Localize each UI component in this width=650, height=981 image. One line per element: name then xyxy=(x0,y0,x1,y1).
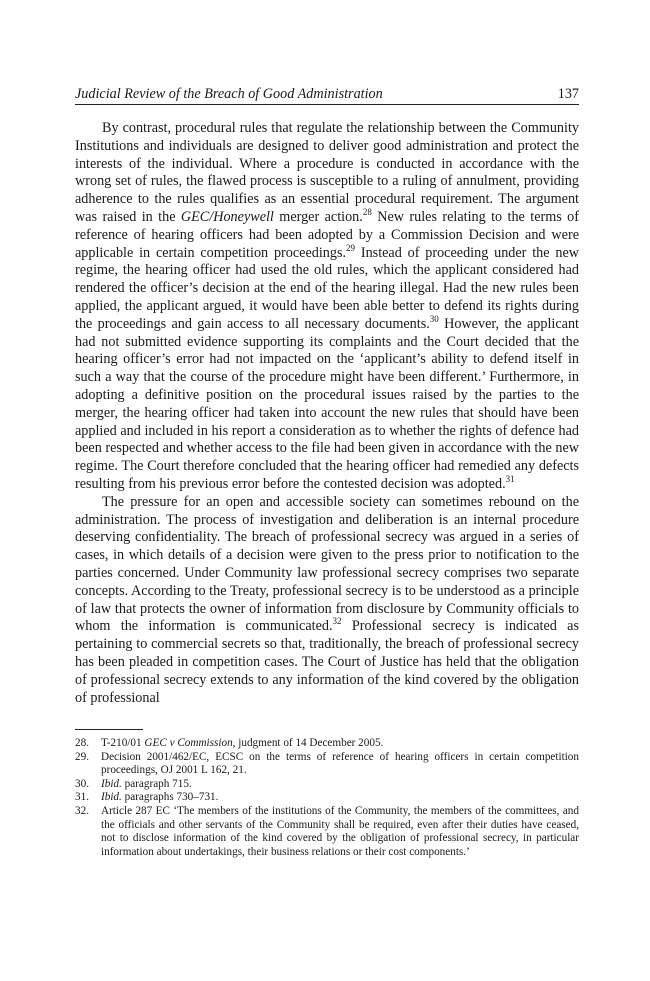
footnote-number: 29. xyxy=(75,750,89,763)
paragraph-professional-secrecy xyxy=(75,494,579,708)
footnote-text-run: Article 287 EC ‘The members of the institutions of the Community, the members of the committees, and the officials and other servants of the Community shall be required, even after their duties have ceased, not to disclose information of the kind covered by the obligation of professional secrecy, in particular information about undertakings, their business relations or their cost components.’ xyxy=(101,804,579,858)
footnote-number: 32. xyxy=(75,804,89,817)
running-title: Judicial Review of the Breach of Good Administration xyxy=(75,86,383,102)
footnote-number: 31. xyxy=(75,791,89,804)
running-header xyxy=(75,84,579,105)
footnote-ref-29[interactable]: 29 xyxy=(346,242,356,253)
footnote-ibid: Ibid. xyxy=(101,791,122,804)
paragraph-procedural-rules xyxy=(75,120,579,494)
footnote-text-run: T-210/01 xyxy=(101,737,145,749)
footnote-ref-32[interactable]: 32 xyxy=(332,616,342,627)
footnote-ref-31[interactable]: 31 xyxy=(505,473,515,484)
footnote-text xyxy=(101,791,579,805)
text-run: However, the applicant had not submitted evidence supporting its complaints and the Court decided that the hearing officer’s error had not impacted on the ‘applicant’s ability to defend itself in such a way that the course of the procedure might have been different.’ Furthermore, in adopting a definitive position on the procedural issues raised by the parties to the merger, the hearing officer had taken into account the new rules that should have been applied and included in his report a consideration as to whether the rights of defence had been respected and whether access to the file had been given in accordance with the new regime. The Court therefore concluded that the hearing officer had remedied any defects resulting from his previous error before the contested decision was adopted. xyxy=(75,315,579,492)
footnote-text xyxy=(101,805,579,859)
footnote-case-name: GEC v Commission xyxy=(144,737,233,749)
text-run: By contrast, procedural rules that regulate the relationship between the Community Institutions and individuals are designed to deliver good administration and protect the interests of the individual. Where a procedure is conducted in accordance with the wrong set of rules, the flawed process is susceptible to a ruling of annulment, providing adherence to the rules qualifies as an essential procedural requirement. The argument was raised in the xyxy=(75,120,579,225)
text-run: The pressure for an open and accessible society can sometimes rebound on the administration. The process of investigation and deliberation is an internal procedure deserving confidentiality. The breach of professional secrecy was argued in a series of cases, in which details of a decision were given to the press prior to notification to the parties concerned. Under Community law professional secrecy comprises two separate concepts. According to the Treaty, professional secrecy is to be understood as a principle of law that protects the owner of information from disclosure by Community officials to whom the information is communicated. xyxy=(75,493,579,635)
footnote-number: 28. xyxy=(75,737,89,749)
footnote-separator xyxy=(75,729,143,730)
page-number: 137 xyxy=(557,86,579,102)
case-name: GEC/Honeywell xyxy=(180,208,274,225)
text-run: Instead of proceeding under the new regime, the hearing officer had used the old rules, which the applicant considered had rendered the officer’s decision at the end of the hearing illegal. Had the new rules been applied, the applicant argued, it would have been able better to defend its rights during the proceedings and gain access to all necessary documents. xyxy=(75,244,579,332)
footnote-29 xyxy=(75,751,579,778)
footnote-32 xyxy=(75,805,579,859)
main-text xyxy=(75,120,579,707)
footnote-ref-28[interactable]: 28 xyxy=(362,206,372,217)
footnote-31 xyxy=(75,791,579,805)
footnote-ibid: Ibid. xyxy=(101,777,122,790)
footnote-text xyxy=(101,778,579,792)
footnote-28 xyxy=(75,737,579,751)
footnote-ref-30[interactable]: 30 xyxy=(429,313,439,324)
footnote-text xyxy=(101,751,579,778)
footnote-text-run: paragraph 715. xyxy=(121,777,192,790)
footnote-30 xyxy=(75,778,579,792)
footnote-text-run: , judgment of 14 December 2005. xyxy=(232,737,384,749)
text-run: Professional secrecy is indicated as pertaining to commercial secrets so that, traditionally, the breach of professional secrecy has been pleaded in competition cases. The Court of Justice has held that the obligation of professional secrecy extends to any information of the kind covered by the obligation of professional xyxy=(75,618,579,706)
footnotes xyxy=(75,737,579,859)
footnote-text xyxy=(101,737,579,751)
text-run: New rules relating to the terms of reference of hearing officers had been adopted by a Commission Decision and were applicable in certain competition proceedings. xyxy=(75,208,579,261)
footnote-text-run: Decision 2001/462/EC, ECSC on the terms of reference of hearing officers in certain competition proceedings, OJ 2001 L 162, 21. xyxy=(101,750,579,777)
text-run: merger action. xyxy=(273,208,363,225)
footnote-text-run: paragraphs 730–731. xyxy=(121,791,219,804)
footnote-number: 30. xyxy=(75,777,89,790)
